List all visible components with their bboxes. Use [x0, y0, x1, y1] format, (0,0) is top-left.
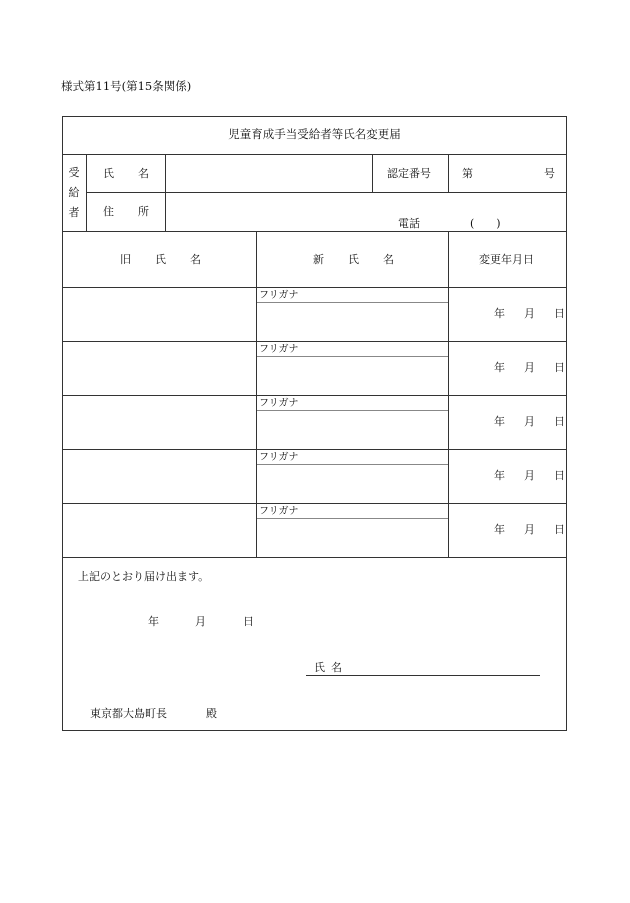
header-old-name-1: 旧	[120, 253, 131, 266]
furigana-rule-4	[256, 464, 448, 465]
form-number-label: 様式第11号(第15条関係)	[61, 79, 192, 93]
row-3-day: 日	[554, 415, 565, 428]
row-3-furigana: フリガナ	[259, 398, 299, 409]
rule-row-5	[62, 557, 567, 558]
header-new-name-2: 氏	[348, 253, 359, 266]
honorific: 殿	[206, 707, 217, 720]
furigana-rule-1	[256, 302, 448, 303]
rule-row-2	[62, 395, 567, 396]
signature-label-1: 氏	[314, 661, 325, 674]
signature-underline	[306, 675, 540, 676]
header-old-name-3: 名	[190, 253, 201, 266]
row-3-month: 月	[524, 415, 535, 428]
row-2-year: 年	[494, 361, 505, 374]
header-new-name-3: 名	[383, 253, 394, 266]
row-5-furigana: フリガナ	[259, 506, 299, 517]
row-4-year: 年	[494, 469, 505, 482]
rule-below-name-row	[86, 192, 567, 193]
rule-recipient-group	[86, 154, 87, 231]
rule-new-date	[448, 231, 449, 557]
submission-statement: 上記のとおり届け出ます。	[78, 570, 210, 583]
name-label-1: 氏	[103, 167, 114, 180]
cert-number-label: 認定番号	[387, 167, 431, 180]
row-1-month: 月	[524, 307, 535, 320]
row-2-day: 日	[554, 361, 565, 374]
row-5-year: 年	[494, 523, 505, 536]
phone-parens: ( )	[470, 217, 501, 230]
rule-below-recipient	[62, 231, 567, 232]
rule-label-col	[165, 154, 166, 231]
cert-prefix: 第	[462, 167, 473, 180]
addressee: 東京都大島町長	[90, 707, 167, 720]
row-5-month: 月	[524, 523, 535, 536]
row-2-furigana: フリガナ	[259, 344, 299, 355]
rule-row-4	[62, 503, 567, 504]
furigana-rule-3	[256, 410, 448, 411]
row-5-day: 日	[554, 523, 565, 536]
row-4-day: 日	[554, 469, 565, 482]
rule-below-header	[62, 287, 567, 288]
row-2-month: 月	[524, 361, 535, 374]
rule-cert-left	[372, 154, 373, 192]
footer-day: 日	[243, 615, 254, 628]
row-1-furigana: フリガナ	[259, 290, 299, 301]
address-label-1: 住	[103, 205, 114, 218]
address-label-2: 所	[138, 205, 149, 218]
recipient-group-label: 受 給 者	[68, 166, 80, 219]
furigana-rule-2	[256, 356, 448, 357]
header-change-date: 変更年月日	[479, 253, 534, 266]
cert-suffix: 号	[544, 167, 555, 180]
rule-row-1	[62, 341, 567, 342]
rule-below-title	[62, 154, 567, 155]
row-1-day: 日	[554, 307, 565, 320]
form-title: 児童育成手当受給者等氏名変更届	[228, 127, 401, 141]
footer-month: 月	[195, 615, 206, 628]
furigana-rule-5	[256, 518, 448, 519]
name-label-2: 名	[138, 167, 149, 180]
row-4-furigana: フリガナ	[259, 452, 299, 463]
row-4-month: 月	[524, 469, 535, 482]
signature-label-2: 名	[331, 661, 342, 674]
footer-year: 年	[148, 615, 159, 628]
rule-old-new	[256, 231, 257, 557]
phone-label: 電話	[398, 217, 420, 230]
row-3-year: 年	[494, 415, 505, 428]
rule-row-3	[62, 449, 567, 450]
header-new-name-1: 新	[313, 253, 324, 266]
header-old-name-2: 氏	[155, 253, 166, 266]
rule-cert-right	[448, 154, 449, 192]
row-1-year: 年	[494, 307, 505, 320]
